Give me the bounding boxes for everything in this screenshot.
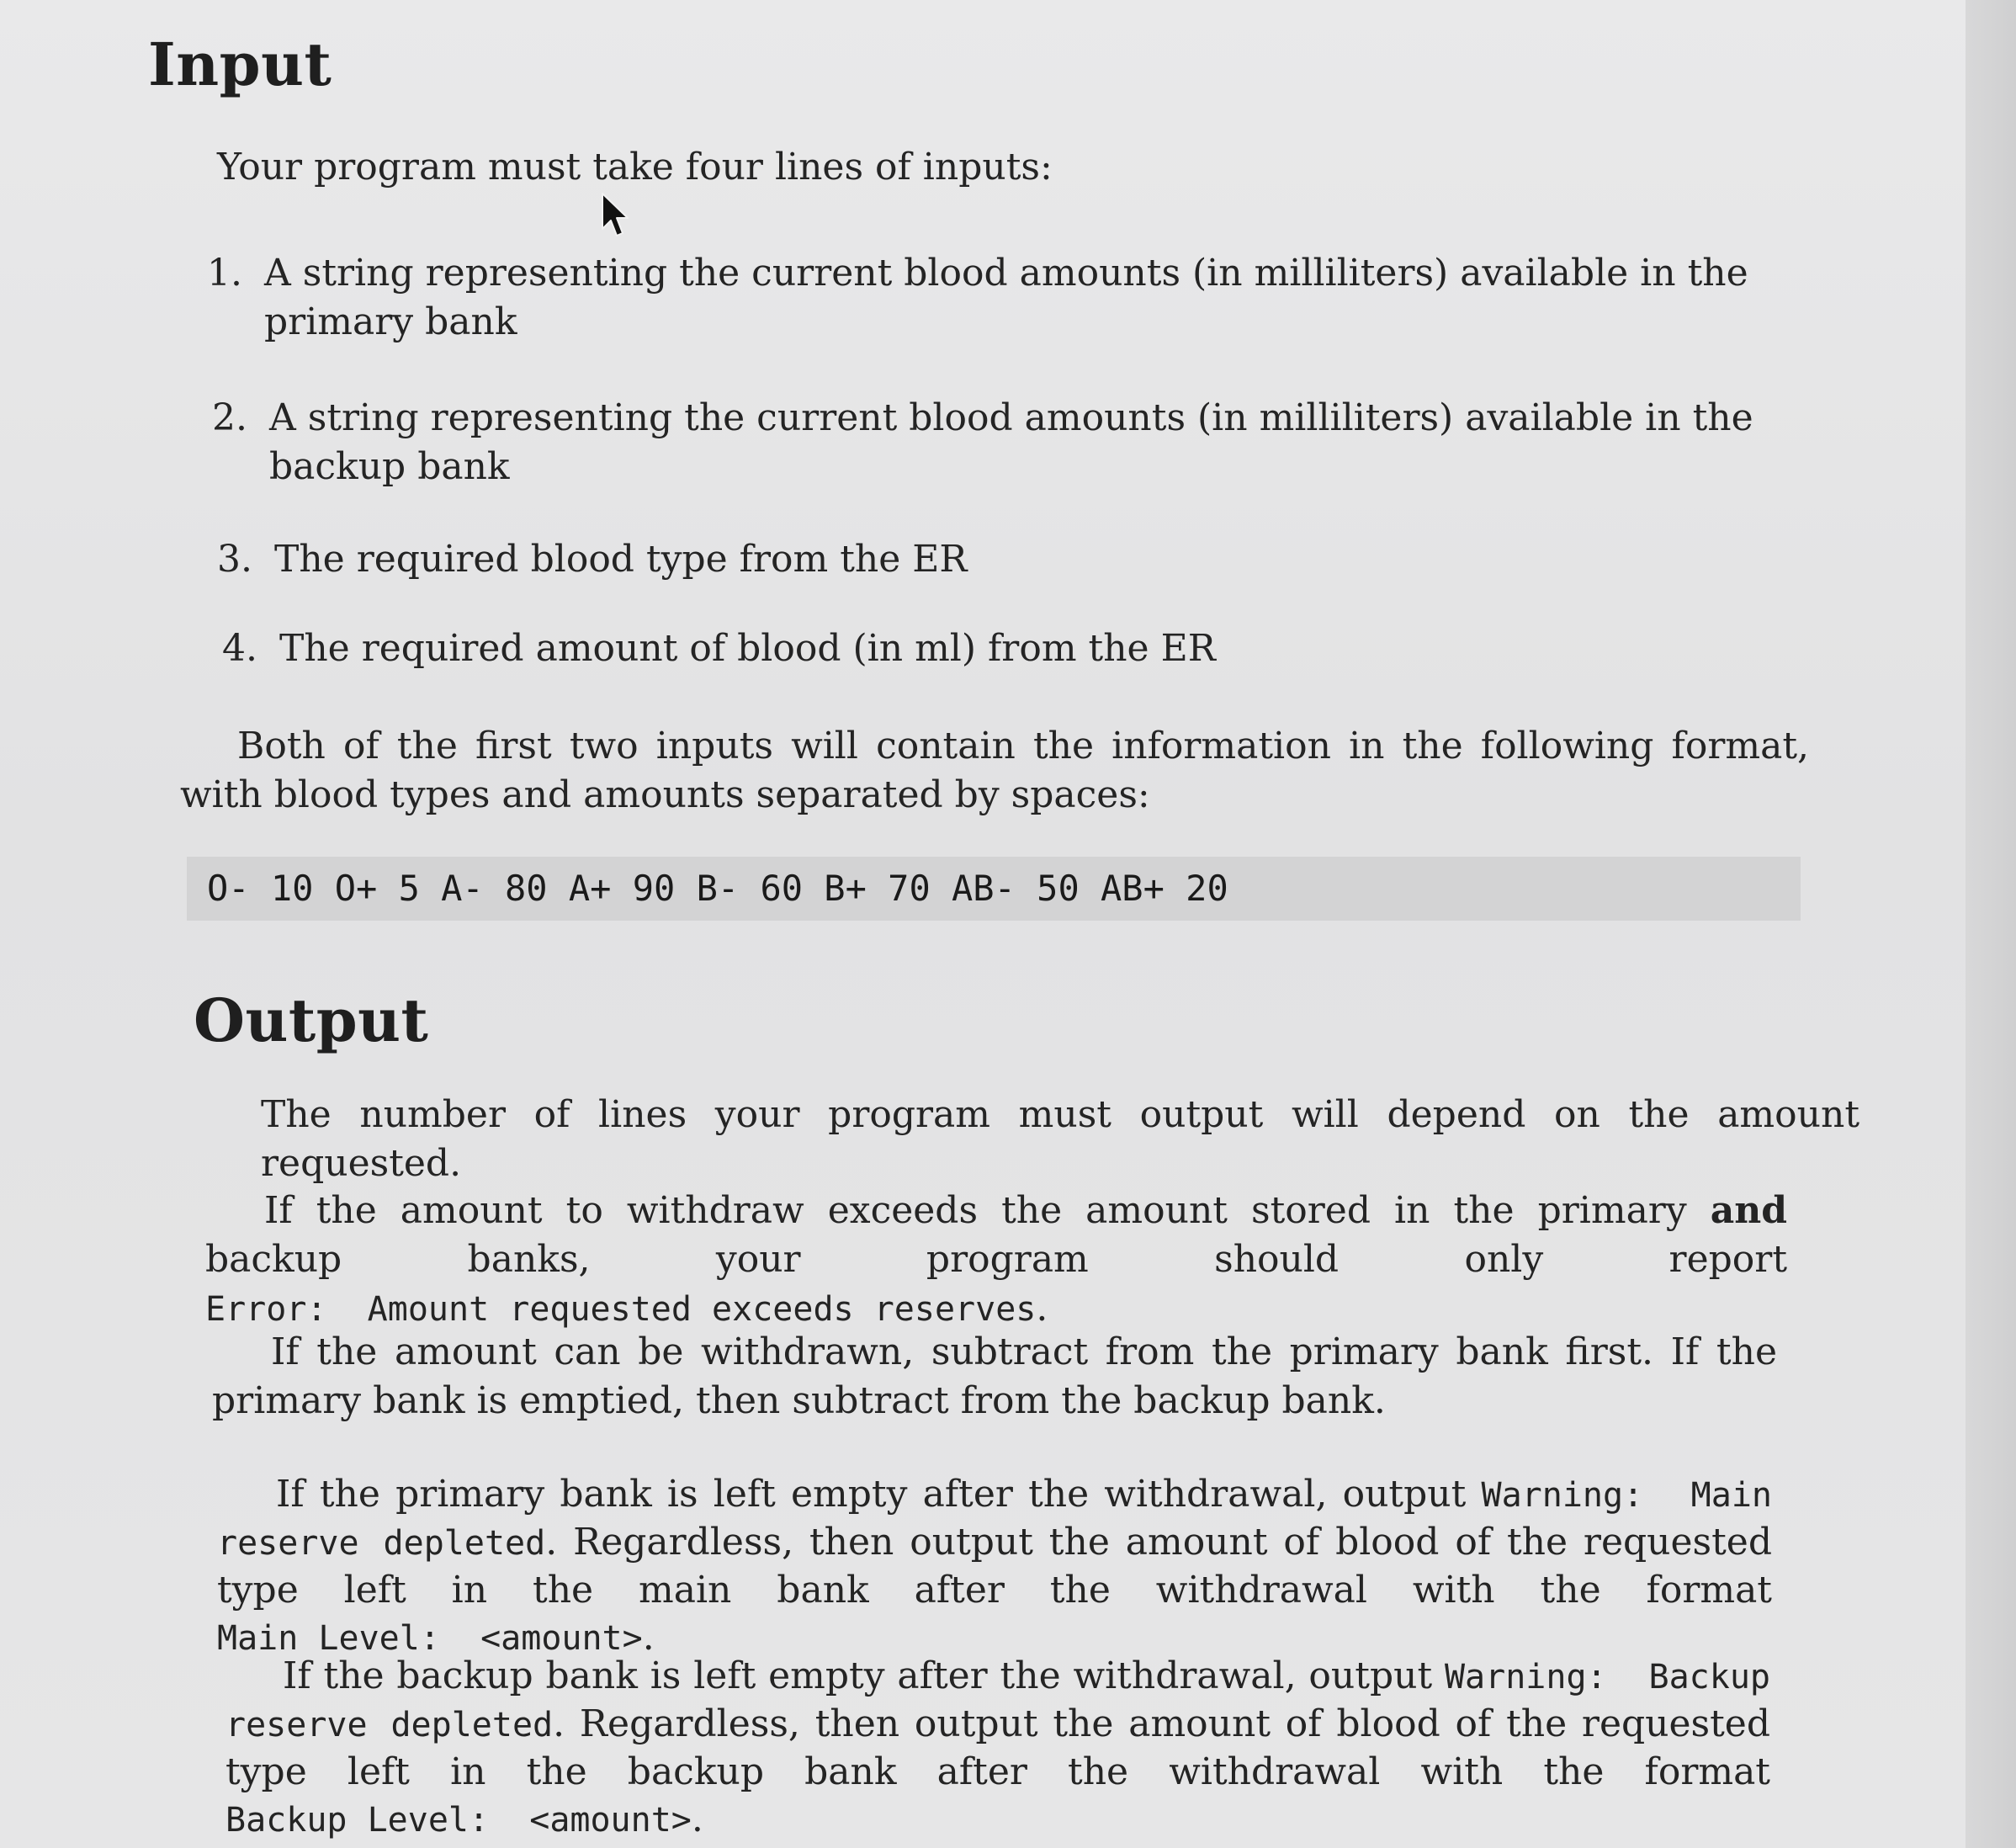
list-item-text: A string representing the current blood amounts (in milliliters) available in the backup bank: [269, 396, 1753, 488]
main-depleted-code: Warning: Main reserve depleted: [217, 1476, 1793, 1563]
list-item: [212, 394, 1836, 495]
error-message-code: Error: Amount requested exceeds reserves: [205, 1290, 1037, 1329]
list-item-number: 4.: [222, 627, 257, 670]
output-paragraph-5: If the backup bank is left empty after the withdrawal, output Warning: Backup reserve depleted. Regardless, then output the amount of blood of the requested type left in the backup bank after the withdrawal with the format Backup Level: <amount>.: [225, 1654, 1791, 1840]
input-intro: Your program must take four lines of inputs:: [217, 146, 1053, 189]
screen-bezel: [1966, 0, 2016, 1848]
output-paragraph-4: If the primary bank is left empty after the withdrawal, output Warning: Main reserve depleted. Regardless, then output the amount of blood of the requested type left in the main bank after the withdrawal with the format Main Level: <amount>.: [217, 1473, 1793, 1659]
code-example: O- 10 O+ 5 A- 80 A+ 90 B- 60 B+ 70 AB- 50 AB+ 20: [207, 868, 1228, 909]
format-paragraph-text: Both of the first two inputs will contain the information in the following format, with blood types and amounts separated by spaces:: [180, 725, 1809, 816]
output-paragraph-2: If the amount to withdraw exceeds the amount stored in the primary and backup banks, your program should only report Error: Amount requested exceeds reserves.: [205, 1189, 1787, 1330]
list-item: [217, 535, 1841, 586]
backup-level-code: Backup Level: <amount>: [225, 1801, 692, 1840]
list-item-number: 1.: [207, 252, 242, 295]
list-item-text: The required blood type from the ER: [274, 538, 968, 581]
code-example-block: [187, 857, 1801, 921]
format-paragraph: [180, 722, 1809, 820]
bold-and: and: [1710, 1189, 1787, 1232]
list-item: [207, 249, 1831, 350]
main-level-code: Main Level: <amount>: [217, 1619, 643, 1658]
list-item: [222, 624, 1846, 675]
output-paragraph-1: The number of lines your program must output will depend on the amount requested.: [261, 1093, 1859, 1185]
input-heading: Input: [148, 29, 332, 99]
list-item-number: 3.: [217, 538, 252, 581]
list-item-number: 2.: [212, 396, 247, 439]
backup-depleted-code: Warning: Backup reserve depleted: [225, 1658, 1791, 1744]
list-item-text: A string representing the current blood amounts (in milliliters) available in the primary bank: [264, 252, 1748, 343]
mouse-pointer-icon: [599, 192, 631, 239]
output-heading: Output: [194, 985, 429, 1055]
list-item-text: The required amount of blood (in ml) from the ER: [279, 627, 1216, 670]
output-paragraph-3: If the amount can be withdrawn, subtract from the primary bank first. If the primary bank is emptied, then subtract from the backup bank.: [212, 1330, 1777, 1422]
